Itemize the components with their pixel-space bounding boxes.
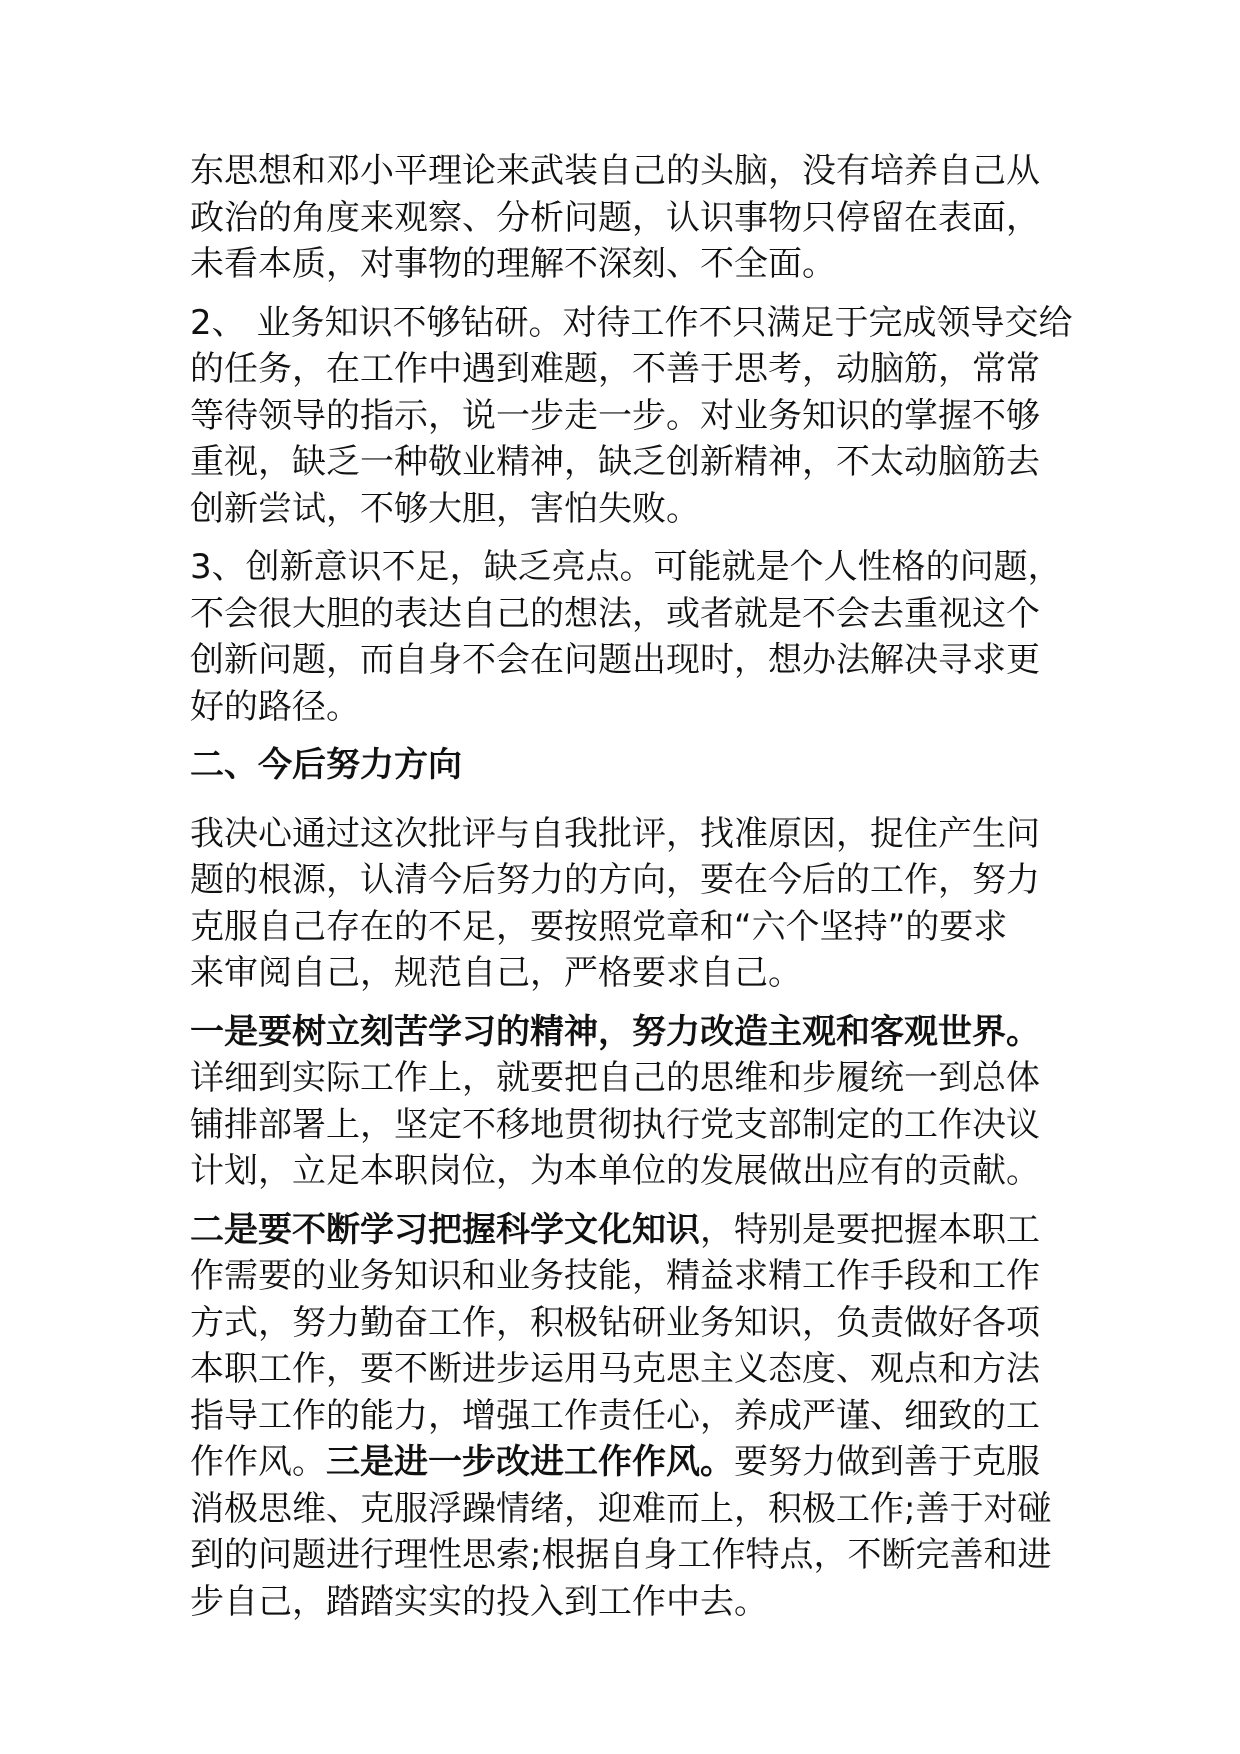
text-line: 铺排部署上，坚定不移地贯彻执行党支部制定的工作决议 bbox=[190, 1104, 1040, 1145]
text-line: 指导工作的能力，增强工作责任心，养成严谨、细致的工 bbox=[190, 1395, 1040, 1436]
paragraph-point-two-three bbox=[190, 1207, 1080, 1626]
text-line bbox=[190, 1439, 1080, 1486]
text-line: 题的根源，认清今后努力的方向，要在今后的工作，努力 bbox=[190, 860, 1040, 900]
paragraph-item-3 bbox=[190, 544, 1080, 730]
text-line: 克服自己存在的不足，要按照党章和“六个坚持”的要求 bbox=[190, 906, 1008, 947]
section-heading: 二、今后努力方向 bbox=[190, 745, 462, 785]
text-line: 等待领导的指示，说一步走一步。对业务知识的掌握不够 bbox=[190, 395, 1040, 436]
text-line: 详细到实际工作上，就要把自己的思维和步履统一到总体 bbox=[190, 1058, 1040, 1098]
text-line: 2、 业务知识不够钻研。对待工作不只满足于完成领导交给 bbox=[190, 302, 1073, 343]
text-line: 我决心通过这次批评与自我批评，找准原因，捉住产生问 bbox=[190, 813, 1040, 854]
text-line: 东思想和邓小平理论来武装自己的头脑，没有培养自己从 bbox=[190, 151, 1040, 191]
text-line: 作需要的业务知识和业务技能，精益求精工作手段和工作 bbox=[190, 1256, 1040, 1296]
text-line: 计划，立足本职岗位，为本单位的发展做出应有的贡献。 bbox=[190, 1151, 1040, 1191]
text-line: 重视，缺乏一种敬业精神，缺乏创新精神，不太动脑筋去 bbox=[190, 442, 1040, 482]
text-line: 创新问题，而自身不会在问题出现时，想办法解决寻求更 bbox=[190, 640, 1040, 680]
text-line: 消极思维、克服浮躁情绪，迎难而上，积极工作;善于对碰 bbox=[190, 1488, 1052, 1529]
bold-lead-text: 三是进一步改进工作作风。 bbox=[326, 1442, 734, 1482]
text-line: 来审阅自己，规范自己，严格要求自己。 bbox=[190, 953, 802, 993]
paragraph-item-2 bbox=[190, 300, 1080, 533]
inline-text: ，特别是要把握本职工 bbox=[700, 1209, 1040, 1250]
text-line: 政治的角度来观察、分析问题，认识事物只停留在表面， bbox=[190, 197, 1040, 238]
text-line: 好的路径。 bbox=[190, 686, 360, 727]
bold-lead-line: 一是要树立刻苦学习的精神，努力改造主观和客观世界。 bbox=[190, 1011, 1040, 1052]
text-line: 步自己，踏踏实实的投入到工作中去。 bbox=[190, 1581, 768, 1622]
bold-lead-text: 二是要不断学习把握科学文化知识 bbox=[190, 1209, 700, 1250]
text-line: 本职工作，要不断进步运用马克思主义态度、观点和方法 bbox=[190, 1349, 1040, 1389]
text-line: 不会很大胆的表达自己的想法，或者就是不会去重视这个 bbox=[190, 593, 1040, 634]
text-line: 的任务，在工作中遇到难题，不善于思考，动脑筋，常常 bbox=[190, 349, 1040, 389]
paragraph-resolution bbox=[190, 811, 1080, 997]
paragraph-point-one bbox=[190, 1009, 1080, 1195]
text-line bbox=[190, 1207, 1080, 1254]
paragraph-theory-study bbox=[190, 148, 1080, 288]
text-line: 3、创新意识不足，缺乏亮点。可能就是个人性格的问题， bbox=[190, 547, 1062, 587]
inline-text: 要努力做到善于克服 bbox=[734, 1442, 1040, 1482]
document-page bbox=[190, 148, 1080, 1637]
text-line: 创新尝试，不够大胆，害怕失败。 bbox=[190, 488, 700, 529]
inline-text: 作作风。 bbox=[190, 1442, 326, 1482]
text-line: 到的问题进行理性思索;根据自身工作特点，不断完善和进 bbox=[190, 1535, 1052, 1575]
text-line: 方式，努力勤奋工作，积极钻研业务知识，负责做好各项 bbox=[190, 1302, 1040, 1343]
text-line: 未看本质，对事物的理解不深刻、不全面。 bbox=[190, 244, 836, 284]
